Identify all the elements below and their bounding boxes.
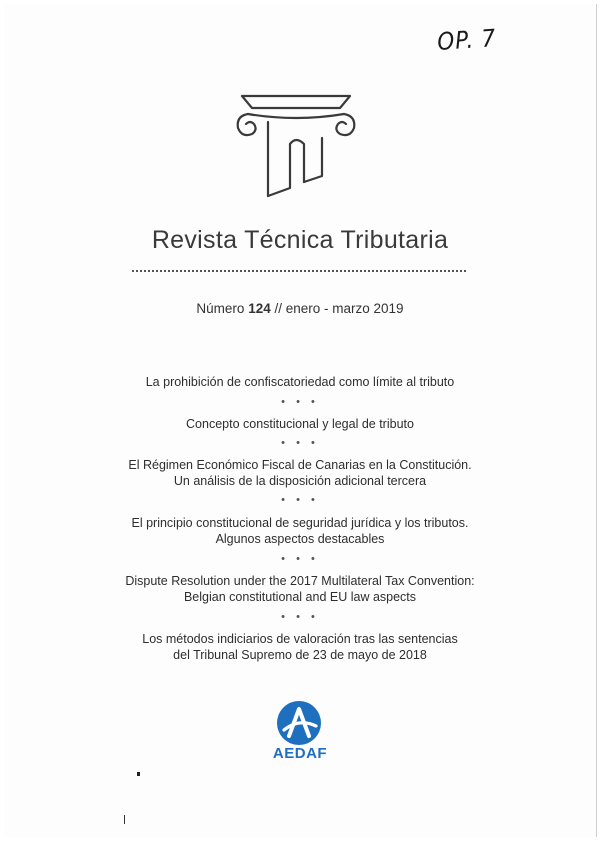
article-4-line-1: El principio constitucional de seguridad jurídica y los tributos. (131, 516, 469, 530)
article-4-line-2: Algunos aspectos destacables (215, 532, 385, 546)
article-separator: • • • (281, 611, 319, 623)
article-1-line-1: La prohibición de confiscatoriedad como límite al tributo (145, 375, 455, 389)
scan-speck (137, 772, 140, 776)
article-title-6 (0, 631, 600, 663)
article-separator: • • • (281, 553, 319, 565)
handwritten-note: OP. 7 (436, 23, 498, 57)
article-2-line-1: Concepto constitucional y legal de tributo (186, 417, 414, 431)
article-separator: • • • (281, 494, 319, 506)
journal-title: Revista Técnica Tributaria (151, 226, 449, 254)
issue-date: // enero - marzo 2019 (274, 301, 404, 316)
column-capital-logo-icon (234, 92, 358, 202)
article-5-line-2: Belgian constitutional and EU law aspects (183, 590, 417, 604)
article-6-line-2: del Tribunal Supremo de 23 de mayo de 2018 (173, 648, 427, 662)
issue-line (0, 301, 600, 316)
article-title-2 (0, 416, 600, 432)
article-title-4 (0, 515, 600, 547)
article-title-3 (0, 457, 600, 489)
article-5-line-1: Dispute Resolution under the 2017 Multilateral Tax Convention: (125, 574, 475, 588)
article-separator: • • • (281, 437, 319, 449)
aedaf-logo-icon (276, 700, 322, 746)
issue-number: 124 (248, 301, 271, 316)
article-separator: • • • (281, 396, 319, 408)
scan-speck (124, 815, 125, 824)
publisher-name: AEDAF (272, 745, 328, 762)
issue-prefix: Número (196, 301, 245, 316)
article-3-line-1: El Régimen Económico Fiscal de Canarias en la Constitución. (128, 458, 472, 472)
article-title-1 (0, 374, 600, 390)
article-3-line-2: Un análisis de la disposición adicional tercera (173, 474, 427, 488)
title-dotted-divider (132, 270, 466, 272)
article-title-5 (0, 573, 600, 605)
article-6-line-1: Los métodos indiciarios de valoración tras las sentencias (142, 632, 458, 646)
